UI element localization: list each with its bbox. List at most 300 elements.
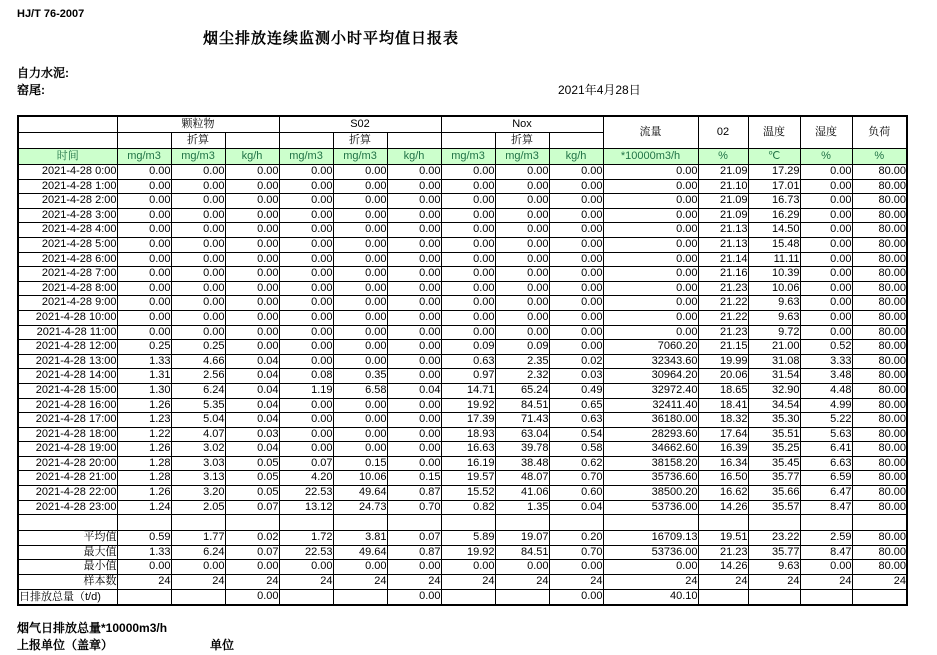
value-cell: 8.47 bbox=[800, 500, 852, 515]
empty-cell bbox=[603, 515, 698, 531]
value-cell: 0.00 bbox=[549, 237, 603, 252]
value-cell: 0.00 bbox=[387, 267, 441, 282]
summary-value-cell: 24 bbox=[333, 575, 387, 590]
value-cell: 22.53 bbox=[279, 486, 333, 501]
value-cell: 30964.20 bbox=[603, 369, 698, 384]
empty-cell bbox=[333, 515, 387, 531]
value-cell: 80.00 bbox=[852, 194, 907, 209]
daily-total-value-cell: 0.00 bbox=[549, 589, 603, 605]
table-row bbox=[18, 456, 907, 471]
value-cell: 0.00 bbox=[333, 208, 387, 223]
value-cell: 0.00 bbox=[279, 281, 333, 296]
header-o2: 02 bbox=[698, 116, 748, 149]
table-row bbox=[18, 310, 907, 325]
value-cell: 0.00 bbox=[387, 296, 441, 311]
value-cell: 1.28 bbox=[117, 456, 171, 471]
value-cell: 0.00 bbox=[800, 281, 852, 296]
summary-value-cell: 21.23 bbox=[698, 545, 748, 560]
summary-value-cell: 0.00 bbox=[495, 560, 549, 575]
value-cell: 16.63 bbox=[441, 442, 495, 457]
summary-value-cell: 3.81 bbox=[333, 531, 387, 546]
summary-value-cell: 0.00 bbox=[333, 560, 387, 575]
value-cell: 3.03 bbox=[171, 456, 225, 471]
value-cell: 1.28 bbox=[117, 471, 171, 486]
value-cell: 32972.40 bbox=[603, 383, 698, 398]
time-cell: 2021-4-28 13:00 bbox=[18, 354, 117, 369]
value-cell: 0.00 bbox=[117, 165, 171, 180]
value-cell: 16.50 bbox=[698, 471, 748, 486]
value-cell: 0.00 bbox=[225, 267, 279, 282]
value-cell: 0.00 bbox=[225, 194, 279, 209]
value-cell: 5.63 bbox=[800, 427, 852, 442]
header-empty-cell bbox=[387, 133, 441, 149]
value-cell: 0.00 bbox=[549, 208, 603, 223]
value-cell: 1.22 bbox=[117, 427, 171, 442]
time-cell: 2021-4-28 22:00 bbox=[18, 486, 117, 501]
value-cell: 1.35 bbox=[495, 500, 549, 515]
value-cell: 21.00 bbox=[748, 340, 800, 355]
value-cell: 80.00 bbox=[852, 398, 907, 413]
empty-cell bbox=[800, 515, 852, 531]
value-cell: 21.15 bbox=[698, 340, 748, 355]
summary-label: 最小值 bbox=[18, 560, 117, 575]
value-cell: 0.00 bbox=[603, 208, 698, 223]
value-cell: 4.66 bbox=[171, 354, 225, 369]
table-row bbox=[18, 369, 907, 384]
unit-label: 单位 bbox=[210, 638, 235, 652]
summary-value-cell: 0.00 bbox=[549, 560, 603, 575]
empty-cell bbox=[117, 515, 171, 531]
value-cell: 0.00 bbox=[117, 296, 171, 311]
summary-value-cell: 14.26 bbox=[698, 560, 748, 575]
value-cell: 0.00 bbox=[117, 208, 171, 223]
value-cell: 21.23 bbox=[698, 325, 748, 340]
value-cell: 0.00 bbox=[333, 340, 387, 355]
value-cell: 4.07 bbox=[171, 427, 225, 442]
value-cell: 35.66 bbox=[748, 486, 800, 501]
value-cell: 80.00 bbox=[852, 500, 907, 515]
time-cell: 2021-4-28 11:00 bbox=[18, 325, 117, 340]
value-cell: 80.00 bbox=[852, 223, 907, 238]
header-time: 时间 bbox=[18, 149, 117, 165]
value-cell: 0.00 bbox=[279, 208, 333, 223]
value-cell: 19.57 bbox=[441, 471, 495, 486]
header-units-row bbox=[18, 149, 907, 165]
value-cell: 80.00 bbox=[852, 252, 907, 267]
value-cell: 80.00 bbox=[852, 442, 907, 457]
header-empty-cell bbox=[441, 133, 495, 149]
table-header bbox=[18, 116, 907, 165]
value-cell: 0.00 bbox=[171, 237, 225, 252]
value-cell: 17.39 bbox=[441, 413, 495, 428]
value-cell: 80.00 bbox=[852, 354, 907, 369]
header-empty-cell bbox=[18, 116, 117, 133]
summary-value-cell: 8.47 bbox=[800, 545, 852, 560]
value-cell: 0.49 bbox=[549, 383, 603, 398]
value-cell: 0.00 bbox=[603, 194, 698, 209]
value-cell: 1.30 bbox=[117, 383, 171, 398]
time-cell: 2021-4-28 5:00 bbox=[18, 237, 117, 252]
empty-cell bbox=[852, 515, 907, 531]
value-cell: 0.00 bbox=[387, 369, 441, 384]
group-so2: S02 bbox=[279, 116, 441, 133]
value-cell: 6.59 bbox=[800, 471, 852, 486]
value-cell: 0.00 bbox=[333, 179, 387, 194]
value-cell: 0.00 bbox=[800, 325, 852, 340]
table-row bbox=[18, 486, 907, 501]
value-cell: 0.63 bbox=[441, 354, 495, 369]
value-cell: 3.48 bbox=[800, 369, 852, 384]
header-empty-cell bbox=[225, 133, 279, 149]
value-cell: 0.00 bbox=[333, 237, 387, 252]
value-cell: 0.00 bbox=[495, 179, 549, 194]
value-cell: 35.57 bbox=[748, 500, 800, 515]
value-cell: 0.00 bbox=[387, 310, 441, 325]
time-cell: 2021-4-28 12:00 bbox=[18, 340, 117, 355]
header-unit-cell: kg/h bbox=[549, 149, 603, 165]
value-cell: 14.26 bbox=[698, 500, 748, 515]
value-cell: 3.33 bbox=[800, 354, 852, 369]
time-cell: 2021-4-28 20:00 bbox=[18, 456, 117, 471]
value-cell: 0.03 bbox=[225, 427, 279, 442]
summary-value-cell: 1.77 bbox=[171, 531, 225, 546]
value-cell: 38500.20 bbox=[603, 486, 698, 501]
value-cell: 0.00 bbox=[387, 165, 441, 180]
table-row bbox=[18, 427, 907, 442]
value-cell: 0.00 bbox=[333, 194, 387, 209]
value-cell: 28293.60 bbox=[603, 427, 698, 442]
value-cell: 80.00 bbox=[852, 456, 907, 471]
summary-value-cell: 24 bbox=[117, 575, 171, 590]
table-row bbox=[18, 325, 907, 340]
daily-total-value-cell bbox=[495, 589, 549, 605]
header-zhesuan-pm: 折算 bbox=[171, 133, 225, 149]
summary-label: 最大值 bbox=[18, 545, 117, 560]
daily-total-value-cell: 40.10 bbox=[603, 589, 698, 605]
value-cell: 5.04 bbox=[171, 413, 225, 428]
value-cell: 0.00 bbox=[441, 194, 495, 209]
value-cell: 21.13 bbox=[698, 223, 748, 238]
value-cell: 21.22 bbox=[698, 296, 748, 311]
value-cell: 0.00 bbox=[333, 398, 387, 413]
value-cell: 0.00 bbox=[495, 223, 549, 238]
value-cell: 21.23 bbox=[698, 281, 748, 296]
value-cell: 84.51 bbox=[495, 398, 549, 413]
header-unit-cell: mg/m3 bbox=[171, 149, 225, 165]
value-cell: 0.00 bbox=[171, 281, 225, 296]
summary-value-cell: 53736.00 bbox=[603, 545, 698, 560]
value-cell: 11.11 bbox=[748, 252, 800, 267]
value-cell: 0.00 bbox=[603, 310, 698, 325]
header-unit-cell: % bbox=[698, 149, 748, 165]
value-cell: 0.00 bbox=[800, 252, 852, 267]
time-cell: 2021-4-28 14:00 bbox=[18, 369, 117, 384]
summary-value-cell: 0.87 bbox=[387, 545, 441, 560]
value-cell: 0.00 bbox=[279, 179, 333, 194]
value-cell: 0.00 bbox=[333, 252, 387, 267]
summary-value-cell: 5.89 bbox=[441, 531, 495, 546]
value-cell: 0.00 bbox=[441, 281, 495, 296]
value-cell: 0.00 bbox=[387, 194, 441, 209]
empty-cell bbox=[225, 515, 279, 531]
value-cell: 5.35 bbox=[171, 398, 225, 413]
summary-value-cell: 80.00 bbox=[852, 560, 907, 575]
summary-value-cell: 0.59 bbox=[117, 531, 171, 546]
value-cell: 0.05 bbox=[225, 471, 279, 486]
value-cell: 0.00 bbox=[171, 179, 225, 194]
value-cell: 10.06 bbox=[333, 471, 387, 486]
value-cell: 48.07 bbox=[495, 471, 549, 486]
value-cell: 0.00 bbox=[387, 398, 441, 413]
value-cell: 0.82 bbox=[441, 500, 495, 515]
value-cell: 0.00 bbox=[495, 310, 549, 325]
value-cell: 0.00 bbox=[603, 296, 698, 311]
empty-cell bbox=[698, 515, 748, 531]
value-cell: 80.00 bbox=[852, 165, 907, 180]
header-temperature: 温度 bbox=[748, 116, 800, 149]
value-cell: 0.00 bbox=[171, 325, 225, 340]
summary-value-cell: 24 bbox=[852, 575, 907, 590]
value-cell: 0.54 bbox=[549, 427, 603, 442]
value-cell: 21.10 bbox=[698, 179, 748, 194]
summary-value-cell: 24 bbox=[171, 575, 225, 590]
page-title: 烟尘排放连续监测小时平均值日报表 bbox=[203, 30, 460, 47]
summary-value-cell: 24 bbox=[387, 575, 441, 590]
value-cell: 0.00 bbox=[387, 208, 441, 223]
value-cell: 21.22 bbox=[698, 310, 748, 325]
value-cell: 0.00 bbox=[549, 252, 603, 267]
summary-value-cell: 0.00 bbox=[117, 560, 171, 575]
value-cell: 32411.40 bbox=[603, 398, 698, 413]
summary-value-cell: 24 bbox=[549, 575, 603, 590]
value-cell: 0.00 bbox=[171, 267, 225, 282]
value-cell: 5.22 bbox=[800, 413, 852, 428]
summary-value-cell: 24 bbox=[800, 575, 852, 590]
value-cell: 1.31 bbox=[117, 369, 171, 384]
summary-value-cell: 0.00 bbox=[800, 560, 852, 575]
value-cell: 41.06 bbox=[495, 486, 549, 501]
header-unit-cell: mg/m3 bbox=[279, 149, 333, 165]
summary-value-cell: 24 bbox=[279, 575, 333, 590]
value-cell: 0.00 bbox=[279, 310, 333, 325]
value-cell: 0.00 bbox=[333, 354, 387, 369]
value-cell: 0.00 bbox=[225, 281, 279, 296]
value-cell: 0.00 bbox=[549, 310, 603, 325]
summary-value-cell: 22.53 bbox=[279, 545, 333, 560]
table-row bbox=[18, 281, 907, 296]
table-row bbox=[18, 208, 907, 223]
value-cell: 0.04 bbox=[225, 354, 279, 369]
empty-cell bbox=[18, 515, 117, 531]
value-cell: 0.00 bbox=[117, 237, 171, 252]
value-cell: 2.32 bbox=[495, 369, 549, 384]
value-cell: 9.63 bbox=[748, 310, 800, 325]
value-cell: 0.00 bbox=[441, 179, 495, 194]
value-cell: 0.09 bbox=[441, 340, 495, 355]
value-cell: 0.00 bbox=[495, 165, 549, 180]
summary-value-cell: 24 bbox=[225, 575, 279, 590]
value-cell: 16.19 bbox=[441, 456, 495, 471]
value-cell: 3.02 bbox=[171, 442, 225, 457]
value-cell: 80.00 bbox=[852, 267, 907, 282]
value-cell: 0.00 bbox=[495, 252, 549, 267]
value-cell: 0.00 bbox=[387, 442, 441, 457]
value-cell: 0.52 bbox=[800, 340, 852, 355]
value-cell: 0.00 bbox=[225, 237, 279, 252]
header-zhesuan-nox: 折算 bbox=[495, 133, 549, 149]
value-cell: 9.72 bbox=[748, 325, 800, 340]
header-zhesuan-so2: 折算 bbox=[333, 133, 387, 149]
table-row bbox=[18, 442, 907, 457]
time-cell: 2021-4-28 23:00 bbox=[18, 500, 117, 515]
value-cell: 0.00 bbox=[800, 237, 852, 252]
value-cell: 80.00 bbox=[852, 237, 907, 252]
value-cell: 0.00 bbox=[117, 179, 171, 194]
time-cell: 2021-4-28 19:00 bbox=[18, 442, 117, 457]
header-empty-cell bbox=[279, 133, 333, 149]
value-cell: 0.00 bbox=[603, 223, 698, 238]
group-particulate: 颗粒物 bbox=[117, 116, 279, 133]
summary-row bbox=[18, 575, 907, 590]
summary-label: 平均值 bbox=[18, 531, 117, 546]
value-cell: 80.00 bbox=[852, 413, 907, 428]
value-cell: 0.00 bbox=[333, 165, 387, 180]
header-unit-cell: % bbox=[800, 149, 852, 165]
summary-value-cell: 0.70 bbox=[549, 545, 603, 560]
daily-total-value-cell bbox=[852, 589, 907, 605]
summary-value-cell: 0.00 bbox=[387, 560, 441, 575]
value-cell: 0.00 bbox=[279, 237, 333, 252]
summary-value-cell: 24 bbox=[698, 575, 748, 590]
summary-value-cell: 0.00 bbox=[225, 560, 279, 575]
value-cell: 0.00 bbox=[225, 165, 279, 180]
value-cell: 0.00 bbox=[495, 296, 549, 311]
value-cell: 0.05 bbox=[225, 486, 279, 501]
value-cell: 0.00 bbox=[441, 208, 495, 223]
value-cell: 16.39 bbox=[698, 442, 748, 457]
value-cell: 1.26 bbox=[117, 442, 171, 457]
value-cell: 0.00 bbox=[333, 223, 387, 238]
value-cell: 0.00 bbox=[333, 267, 387, 282]
table-row bbox=[18, 413, 907, 428]
value-cell: 0.15 bbox=[333, 456, 387, 471]
table-row bbox=[18, 354, 907, 369]
daily-total-value-cell bbox=[171, 589, 225, 605]
value-cell: 0.00 bbox=[171, 223, 225, 238]
time-cell: 2021-4-28 4:00 bbox=[18, 223, 117, 238]
value-cell: 0.00 bbox=[495, 267, 549, 282]
time-cell: 2021-4-28 21:00 bbox=[18, 471, 117, 486]
summary-value-cell: 9.63 bbox=[748, 560, 800, 575]
value-cell: 0.00 bbox=[279, 354, 333, 369]
value-cell: 35.77 bbox=[748, 471, 800, 486]
summary-value-cell: 0.20 bbox=[549, 531, 603, 546]
summary-value-cell: 84.51 bbox=[495, 545, 549, 560]
header-unit-cell: mg/m3 bbox=[495, 149, 549, 165]
value-cell: 0.00 bbox=[171, 194, 225, 209]
value-cell: 0.00 bbox=[603, 267, 698, 282]
value-cell: 0.00 bbox=[441, 223, 495, 238]
value-cell: 0.00 bbox=[387, 237, 441, 252]
table-row bbox=[18, 223, 907, 238]
header-unit-cell: ℃ bbox=[748, 149, 800, 165]
value-cell: 31.54 bbox=[748, 369, 800, 384]
value-cell: 0.00 bbox=[225, 208, 279, 223]
value-cell: 0.00 bbox=[441, 165, 495, 180]
daily-total-value-cell bbox=[800, 589, 852, 605]
value-cell: 80.00 bbox=[852, 369, 907, 384]
value-cell: 0.00 bbox=[117, 194, 171, 209]
value-cell: 80.00 bbox=[852, 325, 907, 340]
header-flow: 流量 bbox=[603, 116, 698, 149]
value-cell: 0.07 bbox=[279, 456, 333, 471]
time-cell: 2021-4-28 17:00 bbox=[18, 413, 117, 428]
daily-total-value-cell bbox=[279, 589, 333, 605]
table-row bbox=[18, 296, 907, 311]
value-cell: 0.00 bbox=[495, 325, 549, 340]
summary-value-cell: 35.77 bbox=[748, 545, 800, 560]
value-cell: 0.00 bbox=[279, 296, 333, 311]
value-cell: 21.09 bbox=[698, 165, 748, 180]
summary-value-cell: 0.07 bbox=[387, 531, 441, 546]
summary-value-cell: 0.00 bbox=[171, 560, 225, 575]
summary-value-cell: 19.07 bbox=[495, 531, 549, 546]
value-cell: 0.00 bbox=[333, 296, 387, 311]
value-cell: 0.00 bbox=[387, 179, 441, 194]
value-cell: 80.00 bbox=[852, 208, 907, 223]
value-cell: 38.48 bbox=[495, 456, 549, 471]
value-cell: 0.65 bbox=[549, 398, 603, 413]
summary-value-cell: 80.00 bbox=[852, 531, 907, 546]
value-cell: 3.13 bbox=[171, 471, 225, 486]
summary-value-cell: 1.33 bbox=[117, 545, 171, 560]
value-cell: 0.00 bbox=[387, 456, 441, 471]
value-cell: 0.00 bbox=[441, 252, 495, 267]
summary-value-cell: 24 bbox=[495, 575, 549, 590]
value-cell: 35.45 bbox=[748, 456, 800, 471]
summary-value-cell: 24 bbox=[748, 575, 800, 590]
value-cell: 0.00 bbox=[333, 442, 387, 457]
value-cell: 0.00 bbox=[279, 398, 333, 413]
time-cell: 2021-4-28 18:00 bbox=[18, 427, 117, 442]
value-cell: 18.93 bbox=[441, 427, 495, 442]
value-cell: 0.00 bbox=[117, 310, 171, 325]
value-cell: 0.00 bbox=[387, 340, 441, 355]
value-cell: 17.64 bbox=[698, 427, 748, 442]
value-cell: 21.09 bbox=[698, 194, 748, 209]
value-cell: 4.99 bbox=[800, 398, 852, 413]
value-cell: 21.13 bbox=[698, 237, 748, 252]
table-row bbox=[18, 383, 907, 398]
table-row bbox=[18, 237, 907, 252]
time-cell: 2021-4-28 9:00 bbox=[18, 296, 117, 311]
summary-value-cell: 24 bbox=[441, 575, 495, 590]
daily-total-value-cell: 0.00 bbox=[225, 589, 279, 605]
value-cell: 21.16 bbox=[698, 267, 748, 282]
value-cell: 0.00 bbox=[387, 427, 441, 442]
value-cell: 0.00 bbox=[117, 267, 171, 282]
value-cell: 0.04 bbox=[225, 398, 279, 413]
value-cell: 0.00 bbox=[225, 310, 279, 325]
header-unit-cell: mg/m3 bbox=[117, 149, 171, 165]
empty-cell bbox=[171, 515, 225, 531]
table-row bbox=[18, 179, 907, 194]
value-cell: 6.41 bbox=[800, 442, 852, 457]
daily-total-value-cell bbox=[441, 589, 495, 605]
value-cell: 0.60 bbox=[549, 486, 603, 501]
flow-total-note: 烟气日排放总量*10000m3/h bbox=[17, 621, 168, 635]
value-cell: 0.00 bbox=[279, 267, 333, 282]
